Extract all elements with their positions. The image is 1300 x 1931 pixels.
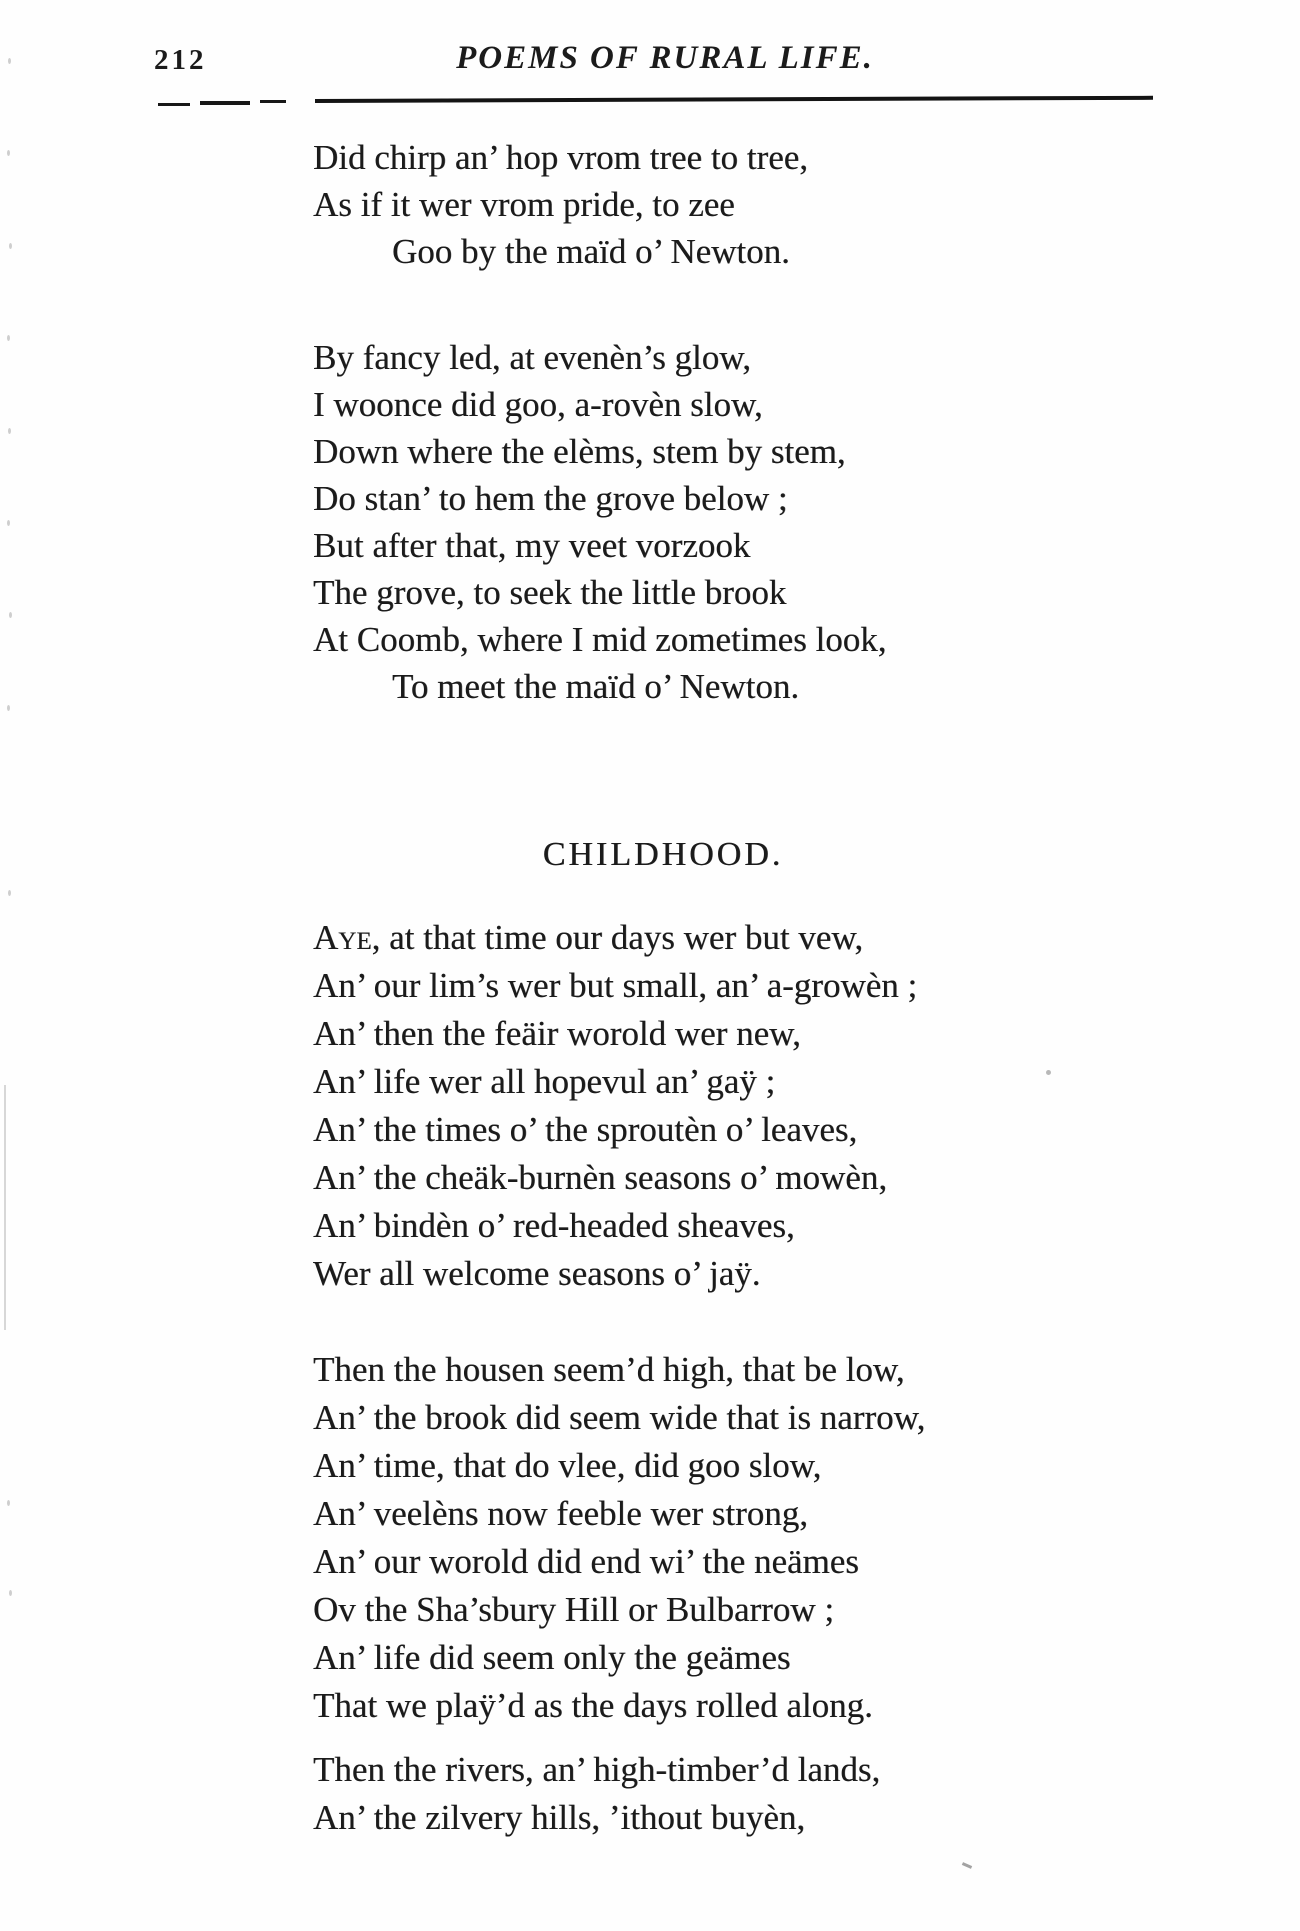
rule-line	[315, 96, 1153, 103]
poem-line: By fancy led, at evenèn’s glow,	[313, 338, 752, 377]
poem-line: To meet the maïd o’ Newton.	[392, 667, 800, 706]
page-number: 212	[154, 44, 207, 76]
running-title: POEMS OF RURAL LIFE.	[456, 40, 874, 76]
poem-title-childhood: CHILDHOOD.	[542, 836, 784, 873]
poem-line: An’ life did seem only the geämes	[313, 1638, 791, 1677]
scan-artifact	[8, 58, 11, 64]
rule-dash	[200, 101, 250, 105]
poem-line: At Coomb, where I mid zometimes look,	[313, 620, 887, 659]
poem-line: An’ the times o’ the sproutèn o’ leaves,	[313, 1110, 858, 1149]
poem-line: Goo by the maïd o’ Newton.	[392, 232, 790, 271]
poem-line: The grove, to seek the little brook	[313, 573, 787, 612]
poem-line: An’ the zilvery hills, ’ithout buyèn,	[313, 1798, 806, 1837]
poem-line: An’ our lim’s wer but small, an’ a-growèn ;	[313, 966, 918, 1005]
poem-line: Then the rivers, an’ high-timber’d lands,	[313, 1750, 881, 1789]
rule-dash	[158, 103, 190, 106]
scan-artifact	[8, 428, 11, 434]
poem-line: An’ then the feäir worold wer new,	[313, 1014, 801, 1053]
poem-line: An’ our worold did end wi’ the neämes	[313, 1542, 859, 1581]
poem-stanza-childhood-2	[313, 1346, 1073, 1730]
poem-line: Wer all welcome seasons o’ jaÿ.	[313, 1254, 761, 1293]
poem-line: As if it wer vrom pride, to zee	[313, 185, 735, 224]
poem-line: Aye, at that time our days wer but vew,	[313, 918, 864, 957]
scan-artifact	[9, 243, 12, 249]
scan-artifact	[7, 335, 10, 341]
poem-line: Do stan’ to hem the grove below ;	[313, 479, 788, 518]
scan-artifact	[9, 612, 12, 618]
poem-line: Then the housen seem’d high, that be low,	[313, 1350, 905, 1389]
poem-line: Did chirp an’ hop vrom tree to tree,	[313, 138, 809, 177]
poem-line: An’ the cheäk-burnèn seasons o’ mowèn,	[313, 1158, 888, 1197]
scan-artifact	[9, 1590, 12, 1596]
scan-artifact	[7, 705, 10, 711]
scan-artifact	[7, 520, 10, 526]
poem-line: An’ life wer all hopevul an’ gaÿ ;	[313, 1062, 776, 1101]
poem-line: An’ bindèn o’ red-headed sheaves,	[313, 1206, 795, 1245]
scan-artifact	[962, 1862, 972, 1869]
poem-line: I woonce did goo, a-rovèn slow,	[313, 385, 763, 424]
poem-line: An’ time, that do vlee, did goo slow,	[313, 1446, 822, 1485]
scan-artifact	[8, 890, 11, 896]
scan-artifact	[1046, 1070, 1051, 1075]
poem-line: An’ veelèns now feeble wer strong,	[313, 1494, 809, 1533]
rule-dash	[260, 100, 286, 103]
poem-line: Down where the elèms, stem by stem,	[313, 432, 846, 471]
poem-stanza-maid-2	[313, 334, 1073, 710]
scan-artifact	[7, 150, 10, 156]
scan-artifact	[4, 1085, 6, 1330]
poem-stanza-childhood-3	[313, 1746, 1073, 1842]
small-caps-lead: Aye	[313, 918, 372, 957]
poem-stanza-maid-1	[313, 134, 1073, 275]
scan-artifact	[7, 1500, 10, 1506]
poem-line: Ov the Sha’sbury Hill or Bulbarrow ;	[313, 1590, 835, 1629]
poem-stanza-childhood-1	[313, 914, 1073, 1298]
poem-line: That we plaÿ’d as the days rolled along.	[313, 1686, 873, 1725]
poem-line: But after that, my veet vorzook	[313, 526, 751, 565]
poem-line: An’ the brook did seem wide that is narrow,	[313, 1398, 926, 1437]
